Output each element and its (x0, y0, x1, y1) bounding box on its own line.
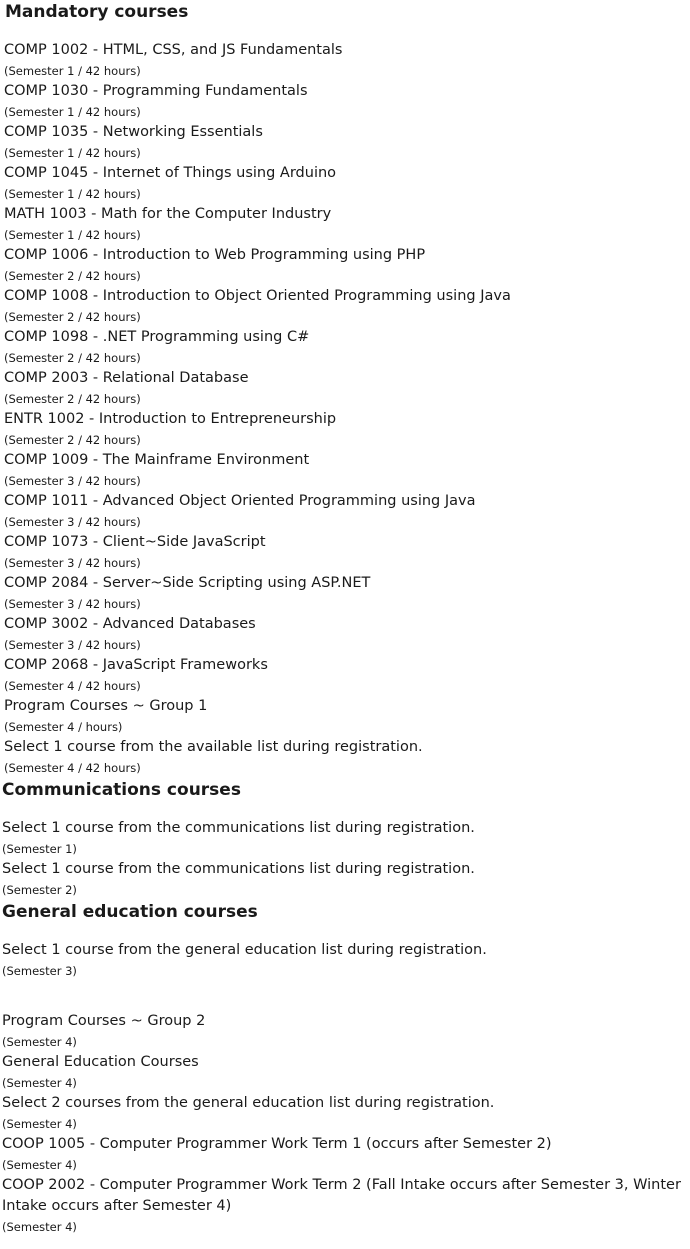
course-item (4, 245, 682, 286)
course-semester-hours: (Semester 4 / hours) (4, 720, 123, 734)
course-semester-hours: (Semester 3 / 42 hours) (4, 556, 141, 570)
course-item (4, 737, 682, 778)
course-item (2, 1052, 682, 1093)
additional-course-list (4, 1011, 682, 1237)
course-item (4, 163, 682, 204)
course-item (2, 818, 682, 859)
course-name: COMP 1011 - Advanced Object Oriented Programming using Java (4, 493, 476, 509)
course-item (4, 696, 682, 737)
course-name: COMP 1006 - Introduction to Web Programming using PHP (4, 247, 426, 263)
course-name: COMP 1002 - HTML, CSS, and JS Fundamentals (4, 42, 343, 58)
course-item (4, 614, 682, 655)
course-name: COMP 2068 - JavaScript Frameworks (4, 657, 268, 673)
course-semester-hours: (Semester 4) (2, 1158, 77, 1172)
communications-courses-section (4, 778, 682, 900)
course-item (2, 859, 682, 900)
general-education-courses-section (4, 900, 682, 981)
course-semester-hours: (Semester 4 / 42 hours) (4, 761, 141, 775)
course-semester-hours: (Semester 1 / 42 hours) (4, 228, 141, 242)
course-semester-hours: (Semester 1) (2, 842, 77, 856)
course-name: COMP 1098 - .NET Programming using C# (4, 329, 310, 345)
course-semester-hours: (Semester 1 / 42 hours) (4, 146, 141, 160)
course-name: COMP 1008 - Introduction to Object Oriented Programming using Java (4, 288, 511, 304)
course-item (4, 532, 682, 573)
course-semester-hours: (Semester 3 / 42 hours) (4, 638, 141, 652)
course-name: MATH 1003 - Math for the Computer Industry (4, 206, 332, 222)
course-name: COOP 2002 - Computer Programmer Work Term 2 (Fall Intake occurs after Semester 3, Winter Intake occurs after Semester 4) (2, 1177, 681, 1214)
course-item (4, 327, 682, 368)
mandatory-courses-section (4, 0, 682, 778)
heading-spacer (4, 924, 682, 940)
mandatory-course-list (4, 40, 682, 778)
course-item (4, 122, 682, 163)
course-name: COMP 1009 - The Mainframe Environment (4, 452, 310, 468)
course-name: COMP 1073 - Client~Side JavaScript (4, 534, 266, 550)
general-education-courses-heading: General education courses (2, 902, 258, 922)
course-semester-hours: (Semester 2 / 42 hours) (4, 351, 141, 365)
additional-courses-section (4, 1011, 682, 1237)
course-semester-hours: (Semester 4 / 42 hours) (4, 679, 141, 693)
course-name: COOP 1005 - Computer Programmer Work Term 1 (occurs after Semester 2) (2, 1136, 552, 1152)
course-item (4, 655, 682, 696)
course-semester-hours: (Semester 2 / 42 hours) (4, 392, 141, 406)
course-name: COMP 1045 - Internet of Things using Arduino (4, 165, 337, 181)
course-name: COMP 2003 - Relational Database (4, 370, 249, 386)
course-semester-hours: (Semester 3) (2, 964, 77, 978)
course-name: Program Courses ~ Group 1 (4, 698, 208, 714)
course-name: COMP 1030 - Programming Fundamentals (4, 83, 308, 99)
course-name: Select 1 course from the general education list during registration. (2, 942, 487, 958)
course-semester-hours: (Semester 2 / 42 hours) (4, 310, 141, 324)
course-name: COMP 3002 - Advanced Databases (4, 616, 256, 632)
section-gap (4, 981, 682, 1011)
course-name: General Education Courses (2, 1054, 199, 1070)
course-semester-hours: (Semester 2) (2, 883, 77, 897)
course-item (2, 940, 682, 981)
course-semester-hours: (Semester 4) (2, 1220, 77, 1234)
course-semester-hours: (Semester 3 / 42 hours) (4, 597, 141, 611)
course-semester-hours: (Semester 2 / 42 hours) (4, 433, 141, 447)
communications-course-list (4, 818, 682, 900)
course-item (4, 573, 682, 614)
course-name: ENTR 1002 - Introduction to Entrepreneurship (4, 411, 337, 427)
course-name: Select 1 course from the communications list during registration. (2, 820, 475, 836)
general-education-course-list (4, 940, 682, 981)
course-name: Select 1 course from the communications list during registration. (2, 861, 475, 877)
course-item (4, 368, 682, 409)
course-name: Program Courses ~ Group 2 (2, 1013, 206, 1029)
course-item (4, 40, 682, 81)
course-item (4, 204, 682, 245)
course-semester-hours: (Semester 4) (2, 1035, 77, 1049)
heading-spacer (4, 802, 682, 818)
course-item (2, 1011, 682, 1052)
course-name: Select 2 courses from the general education list during registration. (2, 1095, 495, 1111)
course-name: COMP 1035 - Networking Essentials (4, 124, 263, 140)
course-semester-hours: (Semester 1 / 42 hours) (4, 187, 141, 201)
course-semester-hours: (Semester 1 / 42 hours) (4, 64, 141, 78)
course-semester-hours: (Semester 3 / 42 hours) (4, 515, 141, 529)
course-item (4, 491, 682, 532)
course-item (4, 81, 682, 122)
mandatory-courses-heading: Mandatory courses (5, 2, 189, 22)
course-semester-hours: (Semester 1 / 42 hours) (4, 105, 141, 119)
heading-spacer (4, 24, 682, 40)
course-item (4, 409, 682, 450)
course-semester-hours: (Semester 4) (2, 1117, 77, 1131)
course-item (4, 286, 682, 327)
course-name: COMP 2084 - Server~Side Scripting using ASP.NET (4, 575, 371, 591)
course-name: Select 1 course from the available list during registration. (4, 739, 423, 755)
course-item (2, 1093, 682, 1134)
course-semester-hours: (Semester 4) (2, 1076, 77, 1090)
course-semester-hours: (Semester 3 / 42 hours) (4, 474, 141, 488)
course-item (2, 1175, 682, 1237)
course-item (2, 1134, 682, 1175)
course-item (4, 450, 682, 491)
communications-courses-heading: Communications courses (2, 780, 241, 800)
course-semester-hours: (Semester 2 / 42 hours) (4, 269, 141, 283)
